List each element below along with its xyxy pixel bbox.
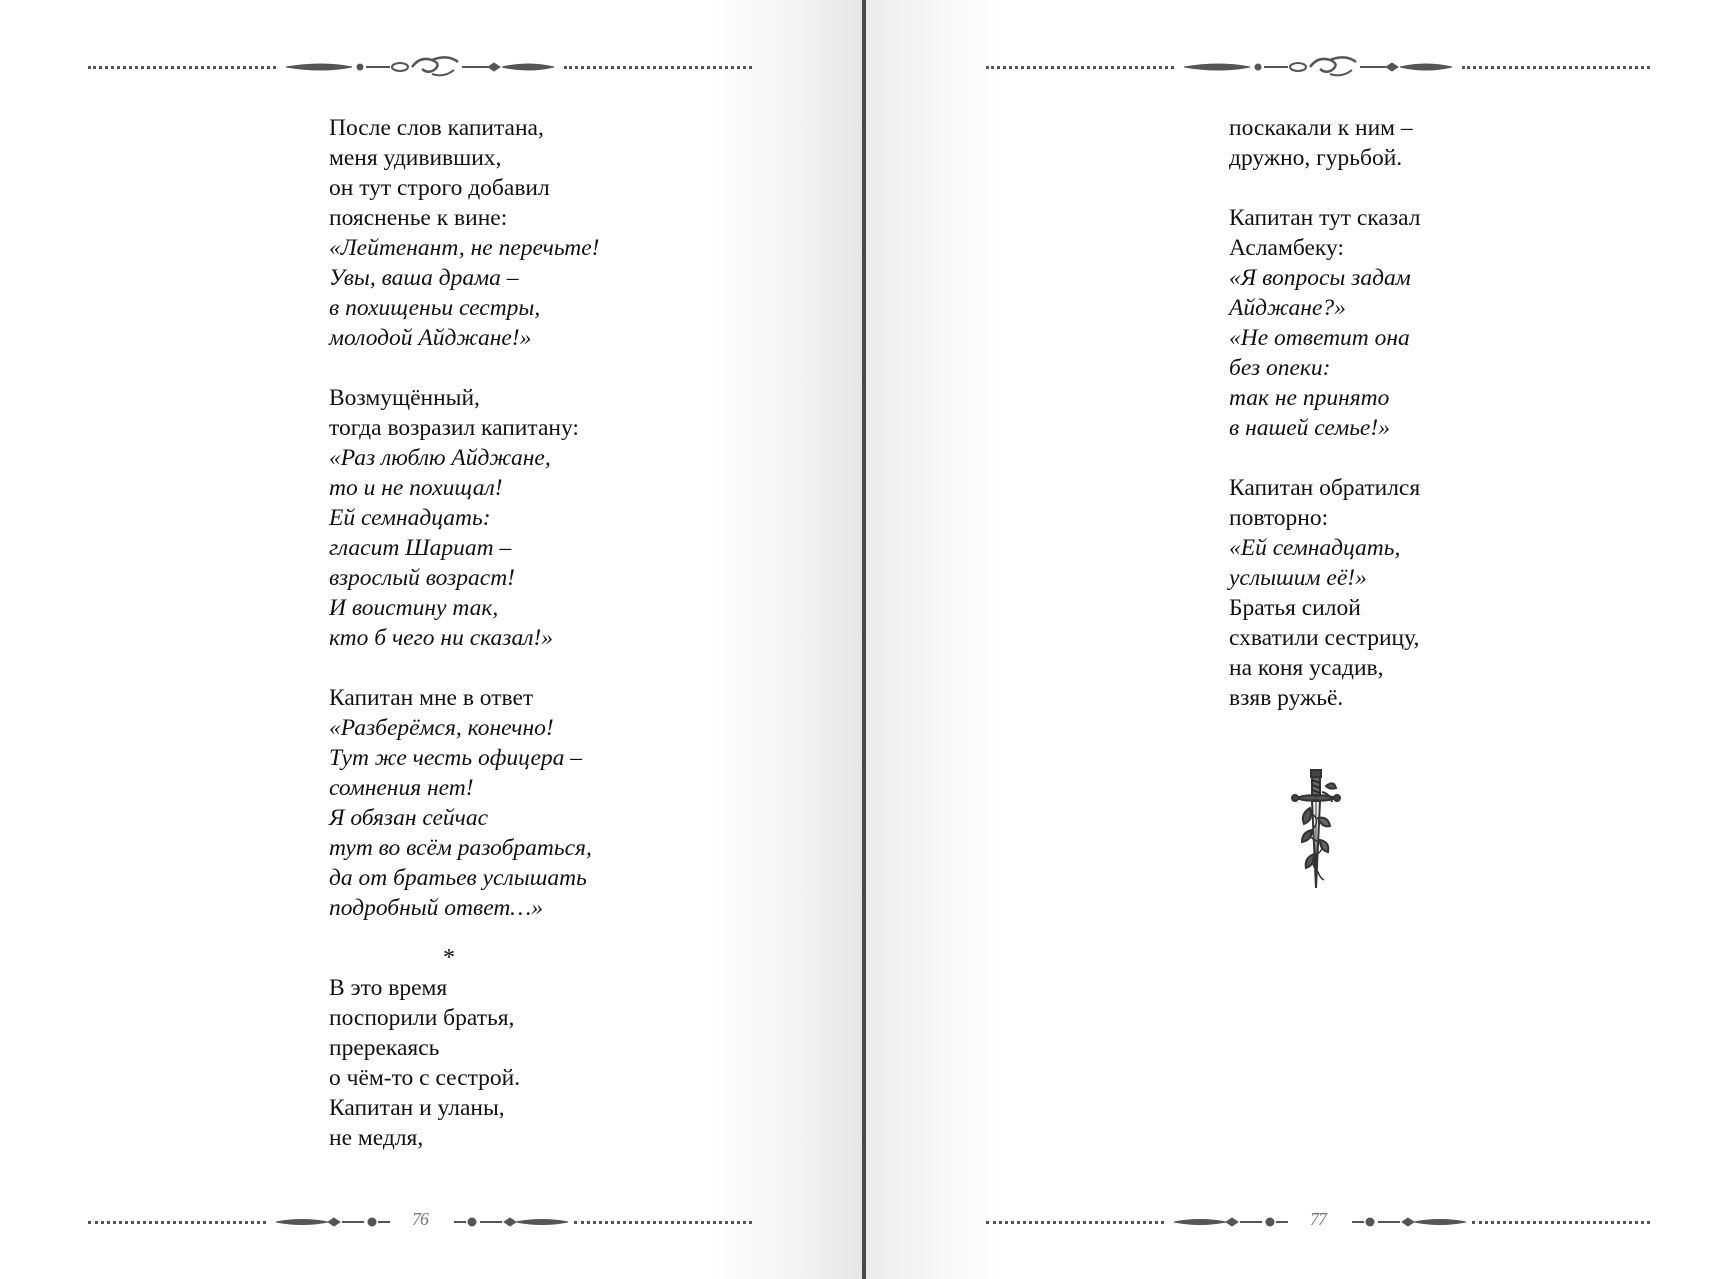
poem-line: повторно: — [1229, 505, 1329, 531]
stanza — [329, 383, 749, 653]
right-footer-rule — [986, 1207, 1650, 1237]
poem-line: он тут строго добавил — [329, 175, 550, 201]
left-footer-rule — [88, 1207, 752, 1237]
book-spine — [862, 0, 866, 1279]
poem-line: Капитан тут сказал — [1229, 205, 1421, 231]
stanza — [1229, 203, 1649, 443]
page-number: 77 — [1310, 1209, 1326, 1229]
poem-line: на коня усадив, — [1229, 655, 1384, 681]
section-separator: * — [443, 945, 455, 971]
poem-line: В это время — [329, 975, 448, 1001]
poem-line-italic: И воистину так, — [329, 595, 499, 621]
footer-flourish-icon — [452, 1207, 572, 1237]
poem-line-italic: подробный ответ…» — [329, 895, 543, 921]
left-poem-text — [329, 113, 749, 1153]
poem-line-italic: «Разберёмся, конечно! — [329, 715, 554, 741]
poem-line-italic: в нашей семье!» — [1229, 415, 1390, 441]
dagger-ornament-icon — [1288, 768, 1344, 892]
header-flourish-icon — [282, 52, 558, 82]
poem-line: не медля, — [329, 1125, 424, 1151]
right-poem-text — [1229, 113, 1649, 713]
poem-line: поскакали к ним – — [1229, 115, 1413, 141]
poem-line-italic: взрослый возраст! — [329, 565, 516, 591]
poem-line-italic: то и не похищал! — [329, 475, 503, 501]
header-flourish-icon — [1180, 52, 1456, 82]
poem-line-italic: в похищеньи сестры, — [329, 295, 541, 321]
right-header-rule — [986, 52, 1650, 82]
poem-line-italic: без опеки: — [1229, 355, 1331, 381]
poem-line-italic: «Не ответит она — [1229, 325, 1410, 351]
poem-line: взяв ружьё. — [1229, 685, 1344, 711]
poem-line: о чём-то с сестрой. — [329, 1065, 521, 1091]
poem-line: Капитан и уланы, — [329, 1095, 505, 1121]
stanza — [329, 973, 749, 1153]
footer-flourish-icon — [272, 1207, 392, 1237]
poem-line-italic: «Лейтенант, не перечьте! — [329, 235, 600, 261]
poem-line-italic: сомнения нет! — [329, 775, 474, 801]
footer-flourish-icon — [1350, 1207, 1470, 1237]
poem-line-italic: гласит Шариат – — [329, 535, 512, 561]
poem-line-italic: Я обязан сейчас — [329, 805, 489, 831]
poem-line: тогда возразил капитану: — [329, 415, 579, 441]
poem-line: поясненье к вине: — [329, 205, 508, 231]
poem-line-italic: да от братьев услышать — [329, 865, 587, 891]
poem-line: Капитан мне в ответ — [329, 685, 534, 711]
left-header-rule — [88, 52, 752, 82]
stanza — [329, 113, 749, 353]
poem-line-italic: Увы, ваша драма – — [329, 265, 519, 291]
poem-line-italic: кто б чего ни сказал!» — [329, 625, 554, 651]
poem-line: Капитан обратился — [1229, 475, 1421, 501]
poem-line: меня удививших, — [329, 145, 502, 171]
stanza — [1229, 473, 1649, 713]
poem-line: дружно, гурьбой. — [1229, 145, 1403, 171]
poem-line: пререкаясь — [329, 1035, 440, 1061]
poem-line-italic: Айджане?» — [1229, 295, 1346, 321]
poem-line-italic: молодой Айджане!» — [329, 325, 532, 351]
poem-line-italic: Тут же честь офицера – — [329, 745, 583, 771]
poem-line: Возмущённый, — [329, 385, 480, 411]
poem-line-italic: «Ей семнадцать, — [1229, 535, 1401, 561]
stanza — [329, 683, 749, 923]
poem-line-italic: так не принято — [1229, 385, 1390, 411]
poem-line-italic: «Я вопросы задам — [1229, 265, 1411, 291]
poem-line: схватили сестрицу, — [1229, 625, 1420, 651]
poem-line-italic: тут во всём разобраться, — [329, 835, 592, 861]
poem-line-italic: «Раз люблю Айджане, — [329, 445, 551, 471]
poem-line-italic: Ей семнадцать: — [329, 505, 491, 531]
footer-flourish-icon — [1170, 1207, 1290, 1237]
stanza — [1229, 113, 1649, 173]
poem-line-italic: услышим её!» — [1229, 565, 1367, 591]
poem-line: Асламбеку: — [1229, 235, 1344, 261]
poem-line: После слов капитана, — [329, 115, 544, 141]
page-number: 76 — [412, 1209, 428, 1229]
poem-line: Братья силой — [1229, 595, 1361, 621]
poem-line: поспорили братья, — [329, 1005, 515, 1031]
